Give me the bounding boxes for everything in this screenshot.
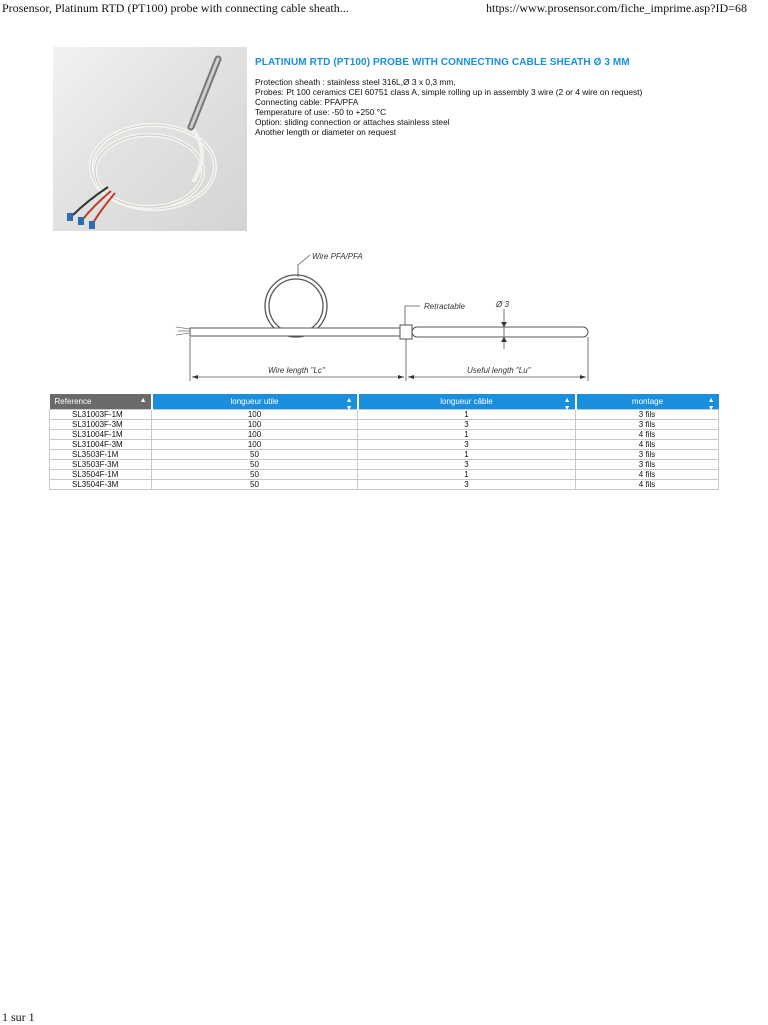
cell-longueur-utile: 100 (152, 410, 358, 420)
cell-longueur-utile: 50 (152, 450, 358, 460)
probe-image (53, 47, 247, 231)
cell-reference: SL31004F-3M (50, 440, 152, 450)
sort-toggle-icon[interactable]: ▲ ▼ (345, 397, 353, 412)
sort-toggle-icon[interactable]: ▲ ▼ (707, 397, 715, 412)
table-row (50, 470, 719, 480)
wire-label: Wire PFA/PFA (312, 252, 363, 261)
cell-montage: 4 fils (576, 470, 719, 480)
cell-montage: 3 fils (576, 420, 719, 430)
cell-reference: SL3504F-1M (50, 470, 152, 480)
cell-montage: 3 fils (576, 460, 719, 470)
cell-montage: 3 fils (576, 450, 719, 460)
table-row (50, 410, 719, 420)
cell-reference: SL31003F-3M (50, 420, 152, 430)
column-header-label: longueur câble (440, 397, 493, 406)
table-row (50, 480, 719, 490)
table-row (50, 420, 719, 430)
cell-longueur-cable: 1 (358, 470, 576, 480)
cell-reference: SL3503F-1M (50, 450, 152, 460)
cell-longueur-utile: 100 (152, 440, 358, 450)
product-photo (53, 47, 247, 231)
spec-line: Connecting cable: PFA/PFA (255, 97, 359, 108)
product-title: PLATINUM RTD (PT100) PROBE WITH CONNECTING CABLE SHEATH Ø 3 MM (255, 57, 630, 68)
cell-longueur-utile: 100 (152, 420, 358, 430)
print-header-title: Prosensor, Platinum RTD (PT100) probe with connecting cable sheath... (2, 1, 349, 15)
page-number: 1 sur 1 (2, 1010, 35, 1024)
cell-montage: 4 fils (576, 440, 719, 450)
spec-line: Option: sliding connection or attaches stainless steel (255, 117, 450, 128)
spec-line: Another length or diameter on request (255, 127, 397, 138)
table-row (50, 460, 719, 470)
cell-longueur-utile: 100 (152, 430, 358, 440)
column-header-label: longueur utile (230, 397, 279, 406)
spec-line: Probes: Pt 100 ceramics CEI 60751 class A, simple rolling up in assembly 3 wire (2 or 4 wire on request) (255, 87, 643, 98)
cell-longueur-cable: 3 (358, 440, 576, 450)
table-header-row (50, 394, 719, 410)
cell-reference: SL31004F-1M (50, 430, 152, 440)
product-specs (255, 77, 642, 138)
cell-longueur-cable: 3 (358, 480, 576, 490)
cell-longueur-cable: 1 (358, 410, 576, 420)
print-header-url: https://www.prosensor.com/fiche_imprime.asp?ID=68 (486, 1, 747, 15)
sort-toggle-icon[interactable]: ▲ ▼ (563, 397, 571, 412)
diameter-label: Ø 3 (496, 300, 509, 309)
column-header-reference[interactable] (50, 394, 152, 410)
cell-longueur-cable: 3 (358, 460, 576, 470)
table-row (50, 450, 719, 460)
sort-ascending-icon[interactable]: ▲ (139, 397, 147, 404)
retractable-label: Retractable (424, 302, 465, 311)
column-header-label: Reference (54, 397, 92, 406)
column-header-montage[interactable] (576, 394, 719, 410)
reference-table (49, 394, 719, 490)
cell-longueur-utile: 50 (152, 480, 358, 490)
useful-length-label: Useful length "Lu" (467, 366, 531, 375)
cell-reference: SL3503F-3M (50, 460, 152, 470)
print-header (0, 0, 768, 18)
wire-length-label: Wire length "Lc" (268, 366, 325, 375)
cell-reference: SL31003F-1M (50, 410, 152, 420)
column-header-label: montage (631, 397, 664, 406)
table-row (50, 430, 719, 440)
technical-drawing (170, 245, 600, 385)
cell-montage: 3 fils (576, 410, 719, 420)
table-row (50, 440, 719, 450)
cell-longueur-cable: 1 (358, 450, 576, 460)
cell-longueur-cable: 1 (358, 430, 576, 440)
cell-longueur-utile: 50 (152, 460, 358, 470)
cell-reference: SL3504F-3M (50, 480, 152, 490)
cell-montage: 4 fils (576, 430, 719, 440)
spec-line: Protection sheath : stainless steel 316L,Ø 3 x 0,3 mm, (255, 77, 456, 87)
column-header-longueur-utile[interactable] (152, 394, 358, 410)
cell-longueur-utile: 50 (152, 470, 358, 480)
cell-longueur-cable: 3 (358, 420, 576, 430)
spec-line: Temperature of use: -50 to +250 °C (255, 107, 387, 118)
cell-montage: 4 fils (576, 480, 719, 490)
column-header-longueur-cable[interactable] (358, 394, 576, 410)
